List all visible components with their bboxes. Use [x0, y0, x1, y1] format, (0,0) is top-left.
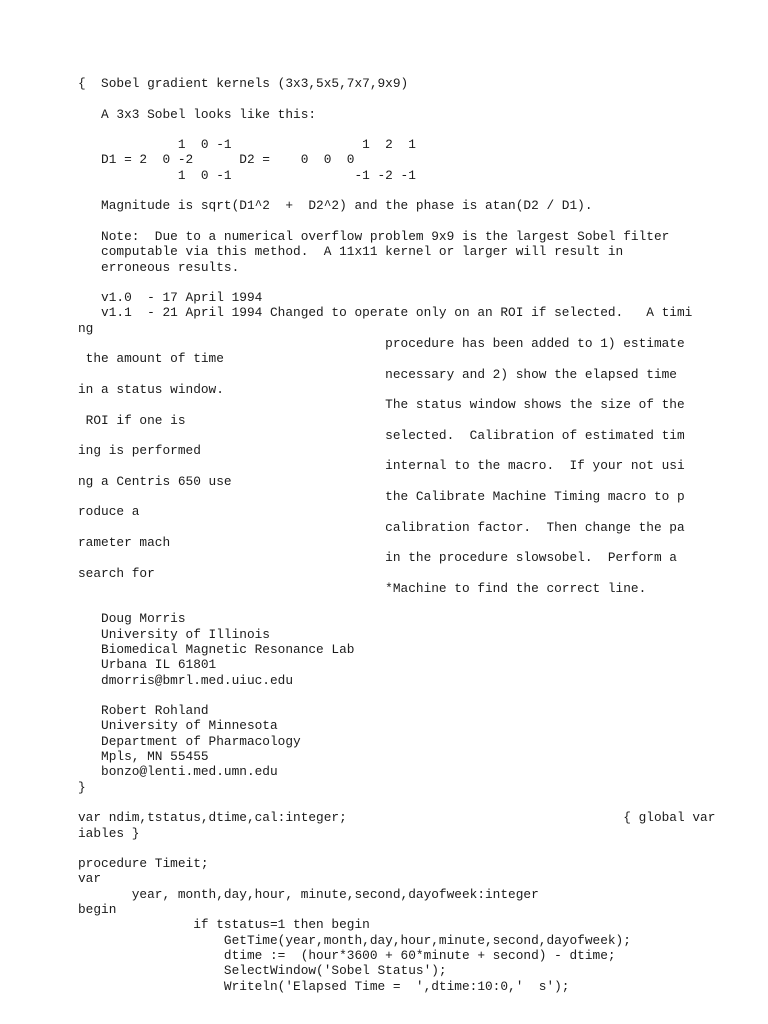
code-line: D1 = 2 0 -2 D2 = 0 0 0	[78, 152, 355, 168]
code-line: Writeln('Elapsed Time = ',dtime:10:0,' s');	[78, 978, 570, 994]
code-line	[78, 688, 715, 703]
code-line: v1.1 - 21 April 1994 Changed to operate only on an ROI if selected. A timi	[78, 305, 693, 321]
code-line: var	[78, 871, 102, 887]
code-line: the amount of time	[78, 351, 224, 367]
code-line: ROI if one is	[78, 412, 186, 428]
code-line: year, month,day,hour, minute,second,dayofweek:integer	[78, 886, 539, 902]
code-line: GetTime(year,month,day,hour,minute,second,dayofweek);	[78, 932, 631, 948]
code-line	[78, 183, 715, 198]
code-line: ng	[78, 320, 94, 336]
code-line: University of Illinois	[78, 626, 270, 642]
code-line	[78, 795, 715, 810]
code-line: Department of Pharmacology	[78, 733, 301, 749]
code-line: *Machine to find the correct line.	[78, 580, 647, 596]
code-line: 1 0 -1 -1 -2 -1	[78, 167, 416, 183]
code-line: Doug Morris	[78, 611, 186, 627]
code-line: in a status window.	[78, 381, 224, 397]
code-line: ng a Centris 650 use	[78, 473, 232, 489]
code-line: erroneous results.	[78, 259, 240, 275]
code-line: A 3x3 Sobel looks like this:	[78, 106, 317, 122]
code-line: computable via this method. A 11x11 kernel or larger will result in	[78, 244, 624, 260]
code-line	[78, 841, 715, 856]
code-line: begin	[78, 902, 117, 918]
code-line: 1 0 -1 1 2 1	[78, 137, 416, 153]
code-line: internal to the macro. If your not usi	[78, 458, 685, 474]
code-line	[78, 596, 715, 611]
code-line: dmorris@bmrl.med.uiuc.edu	[78, 672, 294, 688]
code-line: if tstatus=1 then begin	[78, 917, 370, 933]
code-line: iables }	[78, 825, 140, 841]
code-line: in the procedure slowsobel. Perform a	[78, 550, 677, 566]
code-line: rameter mach	[78, 534, 171, 550]
code-line: The status window shows the size of the	[78, 397, 685, 413]
code-line: procedure Timeit;	[78, 856, 209, 872]
macro-source-listing	[78, 76, 715, 994]
code-line	[78, 122, 715, 137]
code-line: necessary and 2) show the elapsed time	[78, 366, 677, 382]
code-line	[78, 275, 715, 290]
code-line: var ndim,tstatus,dtime,cal:integer; { global var	[78, 810, 716, 826]
code-line: Mpls, MN 55455	[78, 749, 209, 765]
code-line: dtime := (hour*3600 + 60*minute + second) - dtime;	[78, 947, 616, 963]
code-line: Robert Rohland	[78, 703, 209, 719]
code-line	[78, 91, 715, 106]
code-line	[78, 214, 715, 229]
code-line: }	[78, 779, 86, 795]
code-line: Urbana IL 61801	[78, 657, 217, 673]
code-line: calibration factor. Then change the pa	[78, 519, 685, 535]
code-line: Biomedical Magnetic Resonance Lab	[78, 641, 355, 657]
code-line: procedure has been added to 1) estimate	[78, 336, 685, 352]
code-line: Note: Due to a numerical overflow problem 9x9 is the largest Sobel filter	[78, 228, 670, 244]
code-line: Magnitude is sqrt(D1^2 + D2^2) and the phase is atan(D2 / D1).	[78, 198, 593, 214]
code-line: { Sobel gradient kernels (3x3,5x5,7x7,9x9)	[78, 76, 409, 91]
code-line: selected. Calibration of estimated tim	[78, 427, 685, 443]
code-line: ing is performed	[78, 443, 201, 459]
code-line: University of Minnesota	[78, 718, 278, 734]
code-line: the Calibrate Machine Timing macro to p	[78, 489, 685, 505]
code-line: bonzo@lenti.med.umn.edu	[78, 764, 278, 780]
code-line: roduce a	[78, 504, 140, 520]
code-line: search for	[78, 565, 155, 581]
code-line: v1.0 - 17 April 1994	[78, 290, 263, 306]
code-line: SelectWindow('Sobel Status');	[78, 963, 447, 979]
